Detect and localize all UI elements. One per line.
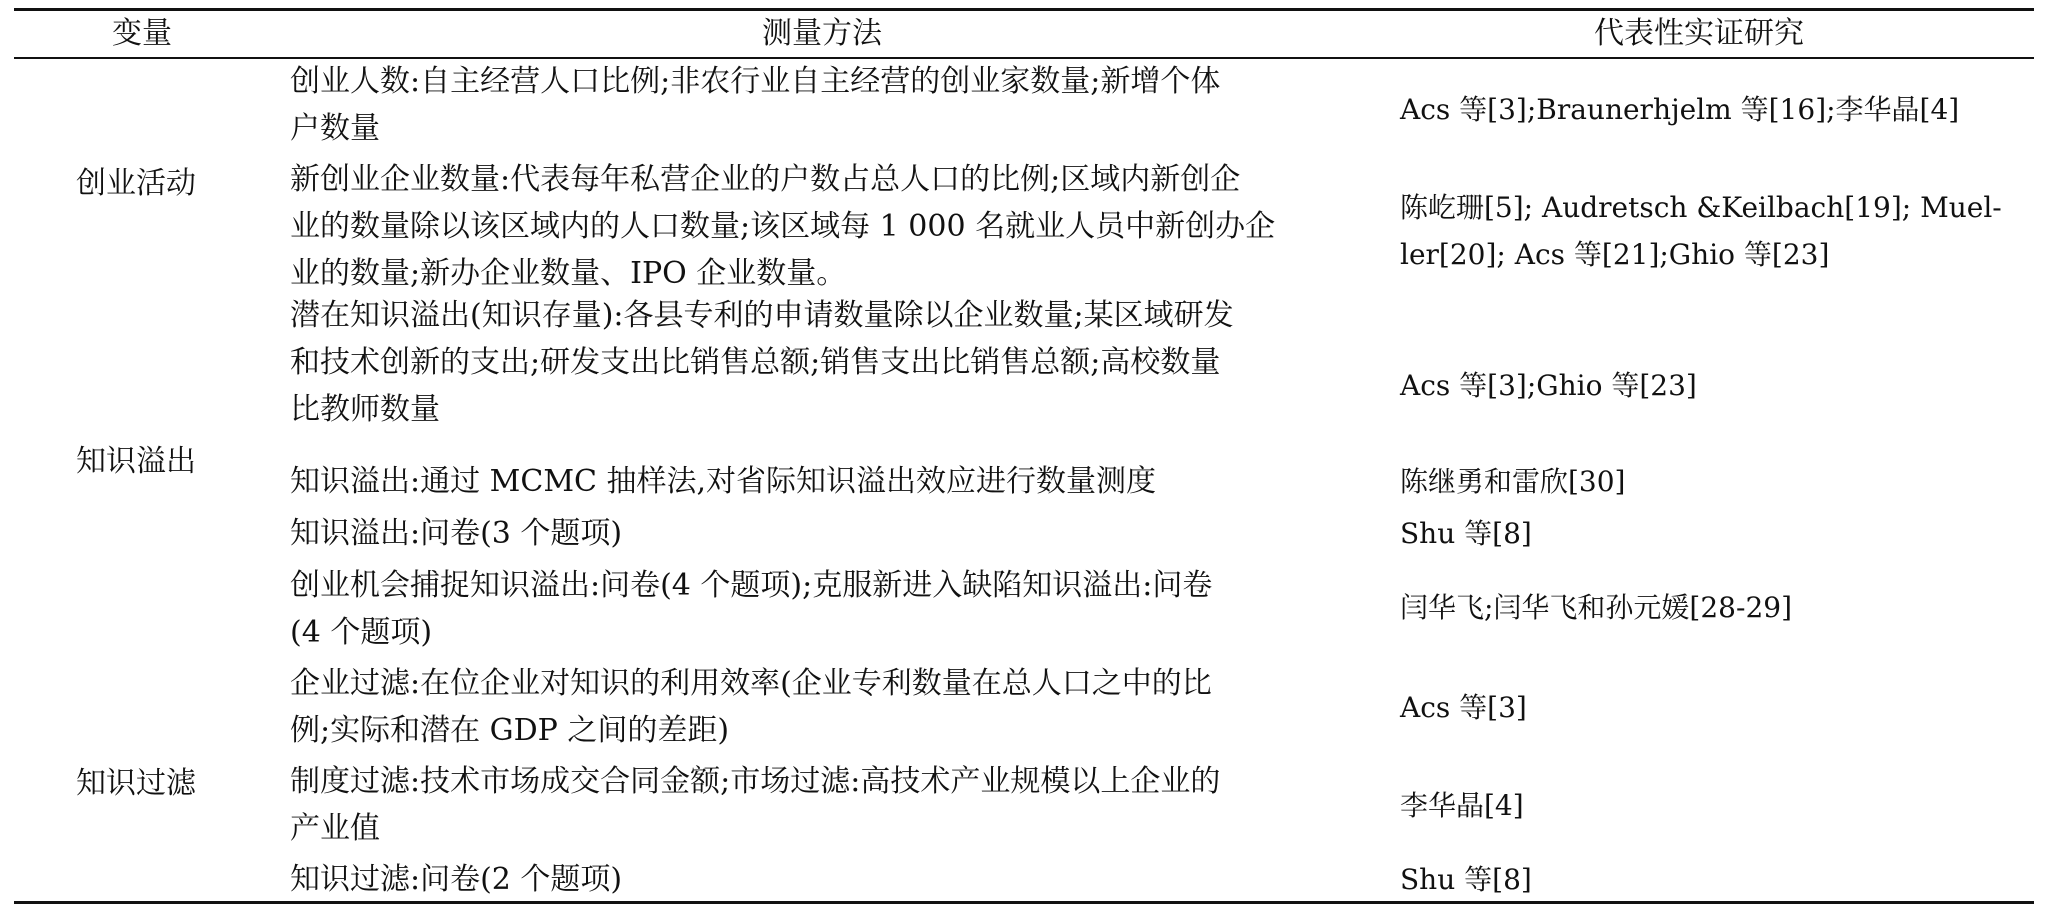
study-cell: 李华晶[4] <box>1400 789 1524 822</box>
header-method: 测量方法 <box>762 16 882 51</box>
study-cell: Acs 等[3];Ghio 等[23] <box>1400 369 1697 402</box>
study-cell: 闫华飞;闫华飞和孙元媛[28-29] <box>1400 591 1793 624</box>
study-cell: 陈继勇和雷欣[30] <box>1400 465 1626 498</box>
study-cell: 陈屹珊[5]; Audretsch &Keilbach[19]; Muel- ler[20]; Acs 等[21];Ghio 等[23] <box>1400 191 2002 271</box>
variable-cell: 创业活动 <box>76 166 196 201</box>
study-cell: Shu 等[8] <box>1400 517 1532 550</box>
study-cell: Acs 等[3] <box>1400 691 1527 724</box>
method-cell: 知识溢出:问卷(3 个题项) <box>290 516 623 551</box>
method-cell: 企业过滤:在位企业对知识的利用效率(企业专利数量在总人口之中的比 例;实际和潜在 GDP 之间的差距) <box>290 666 1212 748</box>
header-study: 代表性实证研究 <box>1594 16 1804 51</box>
method-cell: 创业机会捕捉知识溢出:问卷(4 个题项);克服新进入缺陷知识溢出:问卷 (4 个题项) <box>290 568 1213 650</box>
method-cell: 新创业企业数量:代表每年私营企业的户数占总人口的比例;区域内新创企 业的数量除以该区域内的人口数量;该区域每 1 000 名就业人员中新创办企 业的数量;新办企业数量、IPO 企业数量。 <box>290 162 1276 291</box>
method-cell: 制度过滤:技术市场成交合同金额;市场过滤:高技术产业规模以上企业的 产业值 <box>290 764 1221 846</box>
method-cell: 知识过滤:问卷(2 个题项) <box>290 862 623 897</box>
variable-cell: 知识过滤 <box>76 766 196 801</box>
method-cell: 创业人数:自主经营人口比例;非农行业自主经营的创业家数量;新增个体 户数量 <box>290 64 1221 146</box>
study-cell: Shu 等[8] <box>1400 863 1532 896</box>
method-cell: 潜在知识溢出(知识存量):各县专利的申请数量除以企业数量;某区域研发 和技术创新的支出;研发支出比销售总额;销售支出比销售总额;高校数量 比教师数量 <box>290 298 1234 427</box>
method-cell: 知识溢出:通过 MCMC 抽样法,对省际知识溢出效应进行数量测度 <box>290 464 1157 499</box>
study-cell: Acs 等[3];Braunerhjelm 等[16];李华晶[4] <box>1400 93 1960 126</box>
variable-cell: 知识溢出 <box>76 444 196 479</box>
header-variable: 变量 <box>112 16 172 51</box>
